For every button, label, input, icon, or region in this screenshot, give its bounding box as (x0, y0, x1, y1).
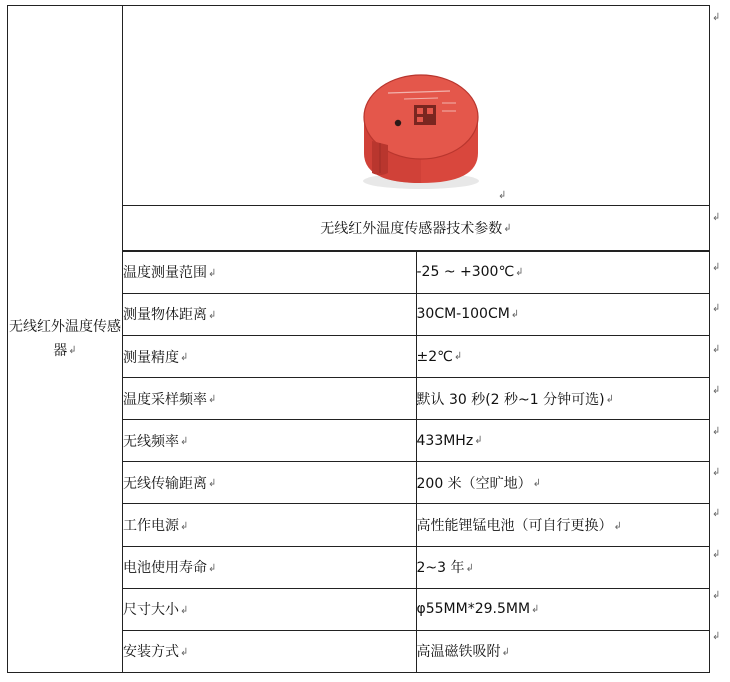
product-name-cell (8, 6, 123, 673)
row-end-mark: ↲ (712, 344, 721, 355)
spec-label-cell (123, 588, 417, 630)
paragraph-mark: ↲ (474, 435, 483, 447)
spec-label: 无线传输距离 (123, 475, 207, 492)
paragraph-mark: ↲ (531, 603, 540, 615)
row-end-mark: ↲ (712, 467, 721, 478)
spec-label: 工作电源 (123, 518, 179, 535)
row-end-mark: ↲ (712, 426, 721, 437)
spec-value: φ55MM*29.5MM (416, 601, 531, 618)
qr-code-inner (417, 117, 423, 122)
paragraph-mark: ↲ (605, 394, 614, 406)
spec-label: 测量物体距离 (123, 307, 207, 324)
paragraph-mark: ↲ (180, 520, 189, 532)
spec-value: 2~3 年 (416, 560, 465, 577)
spec-value-cell (416, 630, 710, 672)
paragraph-mark: ↲ (501, 646, 510, 658)
paragraph-mark: ↲ (208, 267, 217, 279)
product-name: 无线红外温度传感器 (9, 319, 121, 359)
paragraph-mark: ↲ (180, 436, 189, 448)
spec-label-cell (123, 546, 417, 588)
paragraph-mark: ↲ (180, 646, 189, 658)
row-end-mark: ↲ (712, 12, 721, 23)
spec-label-cell (123, 251, 417, 294)
spec-label: 尺寸大小 (123, 602, 179, 619)
spec-value-cell (416, 504, 710, 546)
row-end-mark: ↲ (712, 303, 721, 314)
spec-value-cell (416, 546, 710, 588)
spec-value-cell (416, 335, 710, 377)
row-end-mark: ↲ (712, 212, 721, 223)
spec-label-cell (123, 420, 417, 462)
table-title-cell (123, 205, 710, 251)
row-end-mark: ↲ (712, 508, 721, 519)
spec-label-cell (123, 630, 417, 672)
row-end-mark: ↲ (712, 262, 721, 273)
paragraph-mark: ↲ (515, 266, 524, 278)
spec-value: 高温磁铁吸附 (416, 644, 501, 661)
paragraph-mark: ↲ (68, 345, 77, 356)
spec-label: 测量精度 (123, 349, 179, 366)
qr-code-inner (427, 108, 433, 114)
spec-label-cell (123, 378, 417, 420)
paragraph-mark: ↲ (208, 478, 217, 490)
spec-label-cell (123, 293, 417, 335)
spec-label: 电池使用寿命 (123, 560, 207, 577)
sensor-product-image (358, 69, 484, 191)
paragraph-mark: ↲ (613, 520, 622, 532)
spec-label: 安装方式 (123, 644, 179, 661)
row-end-mark: ↲ (712, 549, 721, 560)
spec-value: 200 米（空旷地） (416, 475, 532, 492)
paragraph-mark: ↲ (208, 562, 217, 574)
paragraph-mark: ↲ (510, 308, 520, 320)
spec-value: ±2℃ (416, 348, 453, 365)
spec-label: 温度测量范围 (123, 265, 207, 282)
paragraph-mark: ↲ (532, 478, 542, 490)
spec-value-cell (416, 420, 710, 462)
spec-label-cell (123, 335, 417, 377)
spec-value: 433MHz (416, 432, 474, 449)
spec-value: 高性能锂锰电池（可自行更换） (416, 518, 613, 535)
spec-label: 无线频率 (123, 433, 179, 450)
paragraph-mark: ↲ (180, 604, 189, 616)
spec-value: 默认 30 秒(2 秒~1 分钟可选) (416, 391, 605, 408)
qr-code-inner (417, 108, 423, 114)
paragraph-mark: ↲ (208, 309, 217, 321)
spec-label-cell (123, 462, 417, 504)
paragraph-mark: ↲ (503, 223, 512, 235)
spec-label: 温度采样频率 (123, 391, 207, 408)
paragraph-mark: ↲ (498, 190, 507, 201)
spec-value: 30CM-100CM (416, 306, 510, 323)
row-end-mark: ↲ (712, 631, 721, 642)
spec-label-cell (123, 504, 417, 546)
paragraph-mark: ↲ (453, 351, 463, 363)
row-end-mark: ↲ (712, 590, 721, 601)
spec-value-cell (416, 251, 710, 294)
table-title: 无线红外温度传感器技术参数 (320, 220, 503, 237)
spec-value-cell (416, 378, 710, 420)
paragraph-mark: ↲ (180, 352, 189, 364)
spec-value-cell (416, 462, 710, 504)
spec-value: -25 ~ +300℃ (416, 264, 515, 281)
sensor-lens-dot (395, 120, 401, 126)
spec-value-cell (416, 588, 710, 630)
paragraph-mark: ↲ (208, 394, 217, 406)
paragraph-mark: ↲ (465, 562, 474, 574)
spec-value-cell (416, 293, 710, 335)
row-end-mark: ↲ (712, 385, 721, 396)
